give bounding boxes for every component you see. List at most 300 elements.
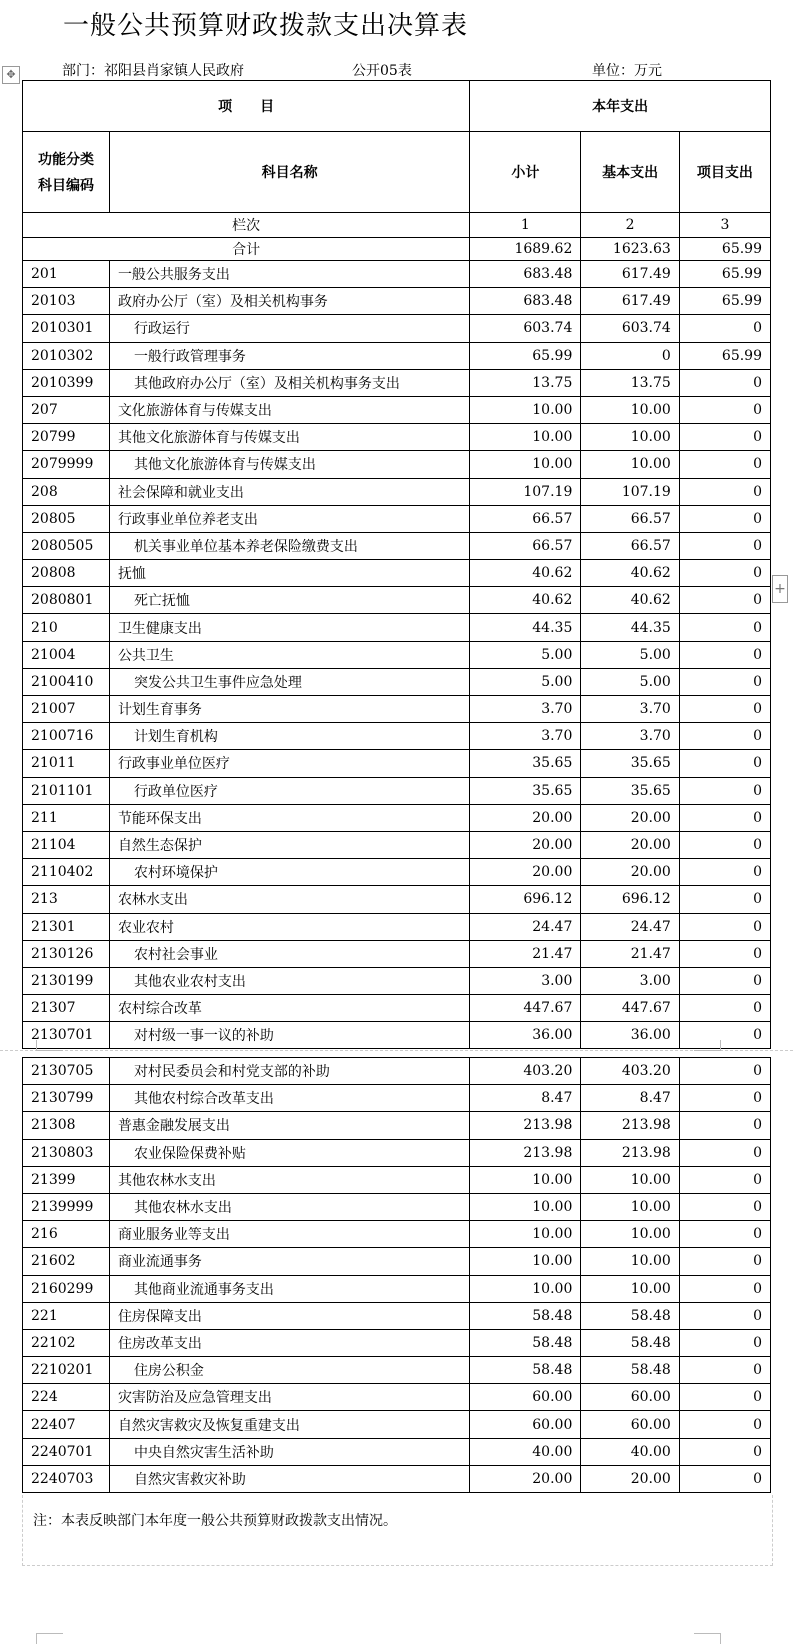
- row-subtotal: 10.00: [470, 396, 581, 423]
- row-basic: 58.48: [581, 1302, 679, 1329]
- row-project: 0: [679, 913, 770, 940]
- page-corner-mark: [36, 1040, 63, 1051]
- table-row: [23, 913, 771, 940]
- row-subtotal: 10.00: [470, 424, 581, 451]
- row-subject-name: 其他农林水支出: [109, 1166, 469, 1193]
- table-row: [23, 1221, 771, 1248]
- row-project: 0: [679, 696, 770, 723]
- row-subtotal: 60.00: [470, 1411, 581, 1438]
- row-code: 2010301: [23, 315, 110, 342]
- row-basic: 10.00: [581, 396, 679, 423]
- row-basic: 3.70: [581, 723, 679, 750]
- table-row: [23, 478, 771, 505]
- row-project: 0: [679, 804, 770, 831]
- row-subject-name: 自然生态保护: [109, 831, 469, 858]
- header-item: 项 目: [23, 81, 470, 132]
- row-basic: 36.00: [581, 1022, 679, 1049]
- table-row: [23, 1166, 771, 1193]
- row-project: 65.99: [679, 261, 770, 288]
- row-subtotal: 24.47: [470, 913, 581, 940]
- row-project: 0: [679, 478, 770, 505]
- table-row: [23, 315, 771, 342]
- row-basic: 20.00: [581, 831, 679, 858]
- table-row: [23, 641, 771, 668]
- table-row: [23, 614, 771, 641]
- table-row: [23, 288, 771, 315]
- row-code: 2100716: [23, 723, 110, 750]
- page-corner-mark: [36, 1633, 63, 1644]
- row-project: 0: [679, 1085, 770, 1112]
- row-subtotal: 403.20: [470, 1058, 581, 1085]
- row-basic: 58.48: [581, 1357, 679, 1384]
- row-subject-name: 商业服务业等支出: [109, 1221, 469, 1248]
- row-basic: 603.74: [581, 315, 679, 342]
- page-corner-mark: [694, 1040, 721, 1051]
- row-code: 2160299: [23, 1275, 110, 1302]
- row-subtotal: 3.70: [470, 723, 581, 750]
- row-subject-name: 对村民委员会和村党支部的补助: [109, 1058, 469, 1085]
- row-code: 224: [23, 1384, 110, 1411]
- row-subject-name: 其他文化旅游体育与传媒支出: [109, 451, 469, 478]
- row-subject-name: 农业保险保费补贴: [109, 1139, 469, 1166]
- row-basic: 3.00: [581, 967, 679, 994]
- table-row: [23, 804, 771, 831]
- row-basic: 44.35: [581, 614, 679, 641]
- row-basic: 40.62: [581, 587, 679, 614]
- row-project: 0: [679, 723, 770, 750]
- row-code: 20808: [23, 560, 110, 587]
- row-subject-name: 计划生育事务: [109, 696, 469, 723]
- row-subject-name: 行政事业单位医疗: [109, 750, 469, 777]
- row-project: 0: [679, 587, 770, 614]
- row-code: 2010302: [23, 342, 110, 369]
- row-subtotal: 10.00: [470, 1193, 581, 1220]
- row-basic: 58.48: [581, 1329, 679, 1356]
- table-row: [23, 967, 771, 994]
- table-row: [23, 995, 771, 1022]
- row-subtotal: 21.47: [470, 940, 581, 967]
- row-subject-name: 其他文化旅游体育与传媒支出: [109, 424, 469, 451]
- total-basic: 1623.63: [581, 238, 679, 261]
- row-basic: 13.75: [581, 369, 679, 396]
- row-basic: 10.00: [581, 1248, 679, 1275]
- row-subject-name: 节能环保支出: [109, 804, 469, 831]
- row-code: 2130705: [23, 1058, 110, 1085]
- table-row: [23, 696, 771, 723]
- row-code: 216: [23, 1221, 110, 1248]
- row-basic: 66.57: [581, 532, 679, 559]
- table-row: [23, 1384, 771, 1411]
- row-code: 21308: [23, 1112, 110, 1139]
- row-project: 0: [679, 831, 770, 858]
- row-subject-name: 计划生育机构: [109, 723, 469, 750]
- table-row: [23, 1193, 771, 1220]
- row-basic: 20.00: [581, 859, 679, 886]
- table-row: [23, 940, 771, 967]
- row-project: 0: [679, 424, 770, 451]
- row-subject-name: 行政事业单位养老支出: [109, 505, 469, 532]
- row-code: 2210201: [23, 1357, 110, 1384]
- row-subtotal: 66.57: [470, 532, 581, 559]
- row-subtotal: 8.47: [470, 1085, 581, 1112]
- row-project: 65.99: [679, 288, 770, 315]
- header-subject-name: 科目名称: [109, 132, 469, 213]
- row-subtotal: 10.00: [470, 1248, 581, 1275]
- row-basic: 10.00: [581, 424, 679, 451]
- header-current-year: 本年支出: [470, 81, 771, 132]
- row-code: 2130126: [23, 940, 110, 967]
- row-code: 21307: [23, 995, 110, 1022]
- row-code: 2101101: [23, 777, 110, 804]
- row-code: 2080505: [23, 532, 110, 559]
- row-subject-name: 社会保障和就业支出: [109, 478, 469, 505]
- row-subject-name: 灾害防治及应急管理支出: [109, 1384, 469, 1411]
- row-subject-name: 住房改革支出: [109, 1329, 469, 1356]
- row-project: 0: [679, 1357, 770, 1384]
- row-basic: 60.00: [581, 1411, 679, 1438]
- row-subtotal: 10.00: [470, 451, 581, 478]
- row-project: 0: [679, 777, 770, 804]
- row-project: 0: [679, 1193, 770, 1220]
- row-subtotal: 66.57: [470, 505, 581, 532]
- column-index-label: 栏次: [23, 213, 470, 238]
- table-row: [23, 668, 771, 695]
- row-subject-name: 其他农业农村支出: [109, 967, 469, 994]
- row-subtotal: 213.98: [470, 1139, 581, 1166]
- row-basic: 10.00: [581, 1193, 679, 1220]
- table-row: [23, 560, 771, 587]
- row-code: 211: [23, 804, 110, 831]
- row-project: 0: [679, 1275, 770, 1302]
- row-basic: 35.65: [581, 750, 679, 777]
- row-project: 0: [679, 1166, 770, 1193]
- row-subtotal: 10.00: [470, 1275, 581, 1302]
- row-subject-name: 一般公共服务支出: [109, 261, 469, 288]
- row-subject-name: 自然灾害救灾及恢复重建支出: [109, 1411, 469, 1438]
- row-subtotal: 40.62: [470, 587, 581, 614]
- table-row: [23, 1357, 771, 1384]
- row-subtotal: 447.67: [470, 995, 581, 1022]
- row-subtotal: 60.00: [470, 1384, 581, 1411]
- row-code: 207: [23, 396, 110, 423]
- table-row: [23, 451, 771, 478]
- row-subject-name: 农林水支出: [109, 886, 469, 913]
- row-project: 0: [679, 886, 770, 913]
- row-project: 0: [679, 1411, 770, 1438]
- table-move-handle-icon[interactable]: ✥: [2, 66, 20, 84]
- table-row: [23, 396, 771, 423]
- table-row: [23, 1329, 771, 1356]
- row-subject-name: 农村综合改革: [109, 995, 469, 1022]
- row-project: 0: [679, 967, 770, 994]
- row-project: 0: [679, 532, 770, 559]
- row-project: 0: [679, 940, 770, 967]
- row-subtotal: 3.70: [470, 696, 581, 723]
- row-basic: 66.57: [581, 505, 679, 532]
- row-subject-name: 公共卫生: [109, 641, 469, 668]
- row-subtotal: 3.00: [470, 967, 581, 994]
- header-code-line1: 功能分类: [37, 152, 94, 168]
- row-project: 0: [679, 614, 770, 641]
- row-project: 0: [679, 315, 770, 342]
- row-code: 22102: [23, 1329, 110, 1356]
- header-project: 项目支出: [679, 132, 770, 213]
- row-subtotal: 20.00: [470, 804, 581, 831]
- row-project: 0: [679, 641, 770, 668]
- row-subtotal: 213.98: [470, 1112, 581, 1139]
- row-subtotal: 20.00: [470, 859, 581, 886]
- row-subtotal: 58.48: [470, 1357, 581, 1384]
- row-project: 0: [679, 369, 770, 396]
- row-subject-name: 机关事业单位基本养老保险缴费支出: [109, 532, 469, 559]
- row-project: 0: [679, 1112, 770, 1139]
- row-subject-name: 抚恤: [109, 560, 469, 587]
- row-code: 21301: [23, 913, 110, 940]
- table-row: [23, 1302, 771, 1329]
- row-project: 0: [679, 1302, 770, 1329]
- row-project: 65.99: [679, 342, 770, 369]
- row-code: 2080801: [23, 587, 110, 614]
- row-basic: 35.65: [581, 777, 679, 804]
- row-code: 2240703: [23, 1465, 110, 1492]
- row-subtotal: 58.48: [470, 1302, 581, 1329]
- row-code: 22407: [23, 1411, 110, 1438]
- row-subject-name: 中央自然灾害生活补助: [109, 1438, 469, 1465]
- row-subject-name: 文化旅游体育与传媒支出: [109, 396, 469, 423]
- row-project: 0: [679, 1465, 770, 1492]
- row-subtotal: 10.00: [470, 1166, 581, 1193]
- table-row: [23, 1085, 771, 1112]
- row-project: 0: [679, 1022, 770, 1049]
- row-subtotal: 696.12: [470, 886, 581, 913]
- row-code: 21399: [23, 1166, 110, 1193]
- department-label: 部门：祁阳县肖家镇人民政府: [62, 63, 244, 79]
- row-code: 2130799: [23, 1085, 110, 1112]
- row-project: 0: [679, 1329, 770, 1356]
- row-basic: 10.00: [581, 1166, 679, 1193]
- row-basic: 40.62: [581, 560, 679, 587]
- unit-label: 单位：万元: [592, 63, 662, 79]
- table-row: [23, 587, 771, 614]
- row-project: 0: [679, 859, 770, 886]
- header-basic: 基本支出: [581, 132, 679, 213]
- header-code-line2: 科目编码: [37, 178, 94, 194]
- row-code: 221: [23, 1302, 110, 1329]
- row-subject-name: 农村社会事业: [109, 940, 469, 967]
- table-row: [23, 1112, 771, 1139]
- row-subtotal: 683.48: [470, 288, 581, 315]
- row-basic: 8.47: [581, 1085, 679, 1112]
- row-subtotal: 107.19: [470, 478, 581, 505]
- row-code: 208: [23, 478, 110, 505]
- row-subject-name: 其他商业流通事务支出: [109, 1275, 469, 1302]
- table-row: [23, 859, 771, 886]
- column-index-1: 1: [470, 213, 581, 238]
- page-corner-mark: [694, 1633, 721, 1644]
- row-code: 2100410: [23, 668, 110, 695]
- expenditure-table-page1: [22, 80, 771, 1049]
- row-subject-name: 其他农林水支出: [109, 1193, 469, 1220]
- row-project: 0: [679, 1384, 770, 1411]
- row-code: 21007: [23, 696, 110, 723]
- table-row: [23, 831, 771, 858]
- row-subtotal: 65.99: [470, 342, 581, 369]
- row-project: 0: [679, 1058, 770, 1085]
- row-code: 2139999: [23, 1193, 110, 1220]
- table-row: [23, 1139, 771, 1166]
- row-basic: 5.00: [581, 668, 679, 695]
- row-subject-name: 行政运行: [109, 315, 469, 342]
- row-code: 21004: [23, 641, 110, 668]
- header-subtotal: 小计: [470, 132, 581, 213]
- table-row: [23, 369, 771, 396]
- table-row: [23, 1248, 771, 1275]
- row-basic: 617.49: [581, 288, 679, 315]
- row-subject-name: 突发公共卫生事件应急处理: [109, 668, 469, 695]
- row-basic: 24.47: [581, 913, 679, 940]
- row-basic: 617.49: [581, 261, 679, 288]
- row-basic: 696.12: [581, 886, 679, 913]
- row-subtotal: 35.65: [470, 750, 581, 777]
- row-subject-name: 农业农村: [109, 913, 469, 940]
- row-project: 0: [679, 505, 770, 532]
- row-project: 0: [679, 560, 770, 587]
- row-code: 20805: [23, 505, 110, 532]
- table-row: [23, 1275, 771, 1302]
- row-basic: 40.00: [581, 1438, 679, 1465]
- table-number: 公开05表: [352, 63, 412, 79]
- column-index-3: 3: [679, 213, 770, 238]
- table-row: [23, 1058, 771, 1085]
- row-basic: 10.00: [581, 1221, 679, 1248]
- row-code: 2110402: [23, 859, 110, 886]
- row-basic: 10.00: [581, 1275, 679, 1302]
- row-subtotal: 5.00: [470, 641, 581, 668]
- row-subtotal: 13.75: [470, 369, 581, 396]
- add-row-icon[interactable]: +: [772, 575, 788, 603]
- row-project: 0: [679, 1438, 770, 1465]
- table-row: [23, 777, 771, 804]
- row-code: 21011: [23, 750, 110, 777]
- row-code: 2130803: [23, 1139, 110, 1166]
- row-code: 210: [23, 614, 110, 641]
- row-subtotal: 58.48: [470, 1329, 581, 1356]
- header-function-code: [23, 132, 110, 213]
- row-basic: 20.00: [581, 1465, 679, 1492]
- row-code: 2010399: [23, 369, 110, 396]
- table-row: [23, 342, 771, 369]
- row-subtotal: 20.00: [470, 831, 581, 858]
- row-subject-name: 自然灾害救灾补助: [109, 1465, 469, 1492]
- table-row: [23, 1465, 771, 1492]
- row-project: 0: [679, 1139, 770, 1166]
- row-subtotal: 44.35: [470, 614, 581, 641]
- total-subtotal: 1689.62: [470, 238, 581, 261]
- table-row: [23, 532, 771, 559]
- row-basic: 21.47: [581, 940, 679, 967]
- row-subject-name: 卫生健康支出: [109, 614, 469, 641]
- row-subject-name: 一般行政管理事务: [109, 342, 469, 369]
- row-basic: 403.20: [581, 1058, 679, 1085]
- row-subtotal: 40.62: [470, 560, 581, 587]
- row-subject-name: 农村环境保护: [109, 859, 469, 886]
- row-subject-name: 对村级一事一议的补助: [109, 1022, 469, 1049]
- row-subject-name: 行政单位医疗: [109, 777, 469, 804]
- row-subject-name: 其他农村综合改革支出: [109, 1085, 469, 1112]
- row-project: 0: [679, 396, 770, 423]
- footnote: 注：本表反映部门本年度一般公共预算财政拨款支出情况。: [33, 1513, 397, 1529]
- row-subtotal: 40.00: [470, 1438, 581, 1465]
- row-subject-name: 住房公积金: [109, 1357, 469, 1384]
- row-basic: 447.67: [581, 995, 679, 1022]
- table-row: [23, 723, 771, 750]
- row-subtotal: 35.65: [470, 777, 581, 804]
- row-subject-name: 普惠金融发展支出: [109, 1112, 469, 1139]
- row-basic: 213.98: [581, 1112, 679, 1139]
- row-subject-name: 死亡抚恤: [109, 587, 469, 614]
- table-row: [23, 505, 771, 532]
- row-code: 21104: [23, 831, 110, 858]
- row-basic: 20.00: [581, 804, 679, 831]
- column-index-2: 2: [581, 213, 679, 238]
- row-basic: 10.00: [581, 451, 679, 478]
- row-project: 0: [679, 750, 770, 777]
- row-code: 201: [23, 261, 110, 288]
- row-project: 0: [679, 1248, 770, 1275]
- row-basic: 3.70: [581, 696, 679, 723]
- table-row: [23, 750, 771, 777]
- row-basic: 60.00: [581, 1384, 679, 1411]
- row-project: 0: [679, 451, 770, 478]
- row-basic: 107.19: [581, 478, 679, 505]
- table-row: [23, 261, 771, 288]
- row-subtotal: 10.00: [470, 1221, 581, 1248]
- row-project: 0: [679, 1221, 770, 1248]
- total-label: 合计: [23, 238, 470, 261]
- row-code: 2240701: [23, 1438, 110, 1465]
- row-code: 20799: [23, 424, 110, 451]
- page-title: 一般公共预算财政拨款支出决算表: [63, 11, 469, 41]
- row-code: 213: [23, 886, 110, 913]
- row-project: 0: [679, 668, 770, 695]
- row-subtotal: 36.00: [470, 1022, 581, 1049]
- row-code: 21602: [23, 1248, 110, 1275]
- row-code: 2079999: [23, 451, 110, 478]
- row-subject-name: 其他政府办公厅（室）及相关机构事务支出: [109, 369, 469, 396]
- row-basic: 0: [581, 342, 679, 369]
- row-code: 20103: [23, 288, 110, 315]
- row-subtotal: 683.48: [470, 261, 581, 288]
- row-subject-name: 政府办公厅（室）及相关机构事务: [109, 288, 469, 315]
- row-subtotal: 603.74: [470, 315, 581, 342]
- row-basic: 213.98: [581, 1139, 679, 1166]
- table-row: [23, 886, 771, 913]
- total-project: 65.99: [679, 238, 770, 261]
- row-basic: 5.00: [581, 641, 679, 668]
- row-subject-name: 住房保障支出: [109, 1302, 469, 1329]
- row-subtotal: 5.00: [470, 668, 581, 695]
- table-row: [23, 1438, 771, 1465]
- expenditure-table-page2: [22, 1057, 771, 1493]
- row-subject-name: 商业流通事务: [109, 1248, 469, 1275]
- row-project: 0: [679, 995, 770, 1022]
- row-code: 2130701: [23, 1022, 110, 1049]
- table-row: [23, 1411, 771, 1438]
- table-row: [23, 424, 771, 451]
- page-break-divider: [0, 1050, 793, 1052]
- table-row: [23, 1022, 771, 1049]
- row-subtotal: 20.00: [470, 1465, 581, 1492]
